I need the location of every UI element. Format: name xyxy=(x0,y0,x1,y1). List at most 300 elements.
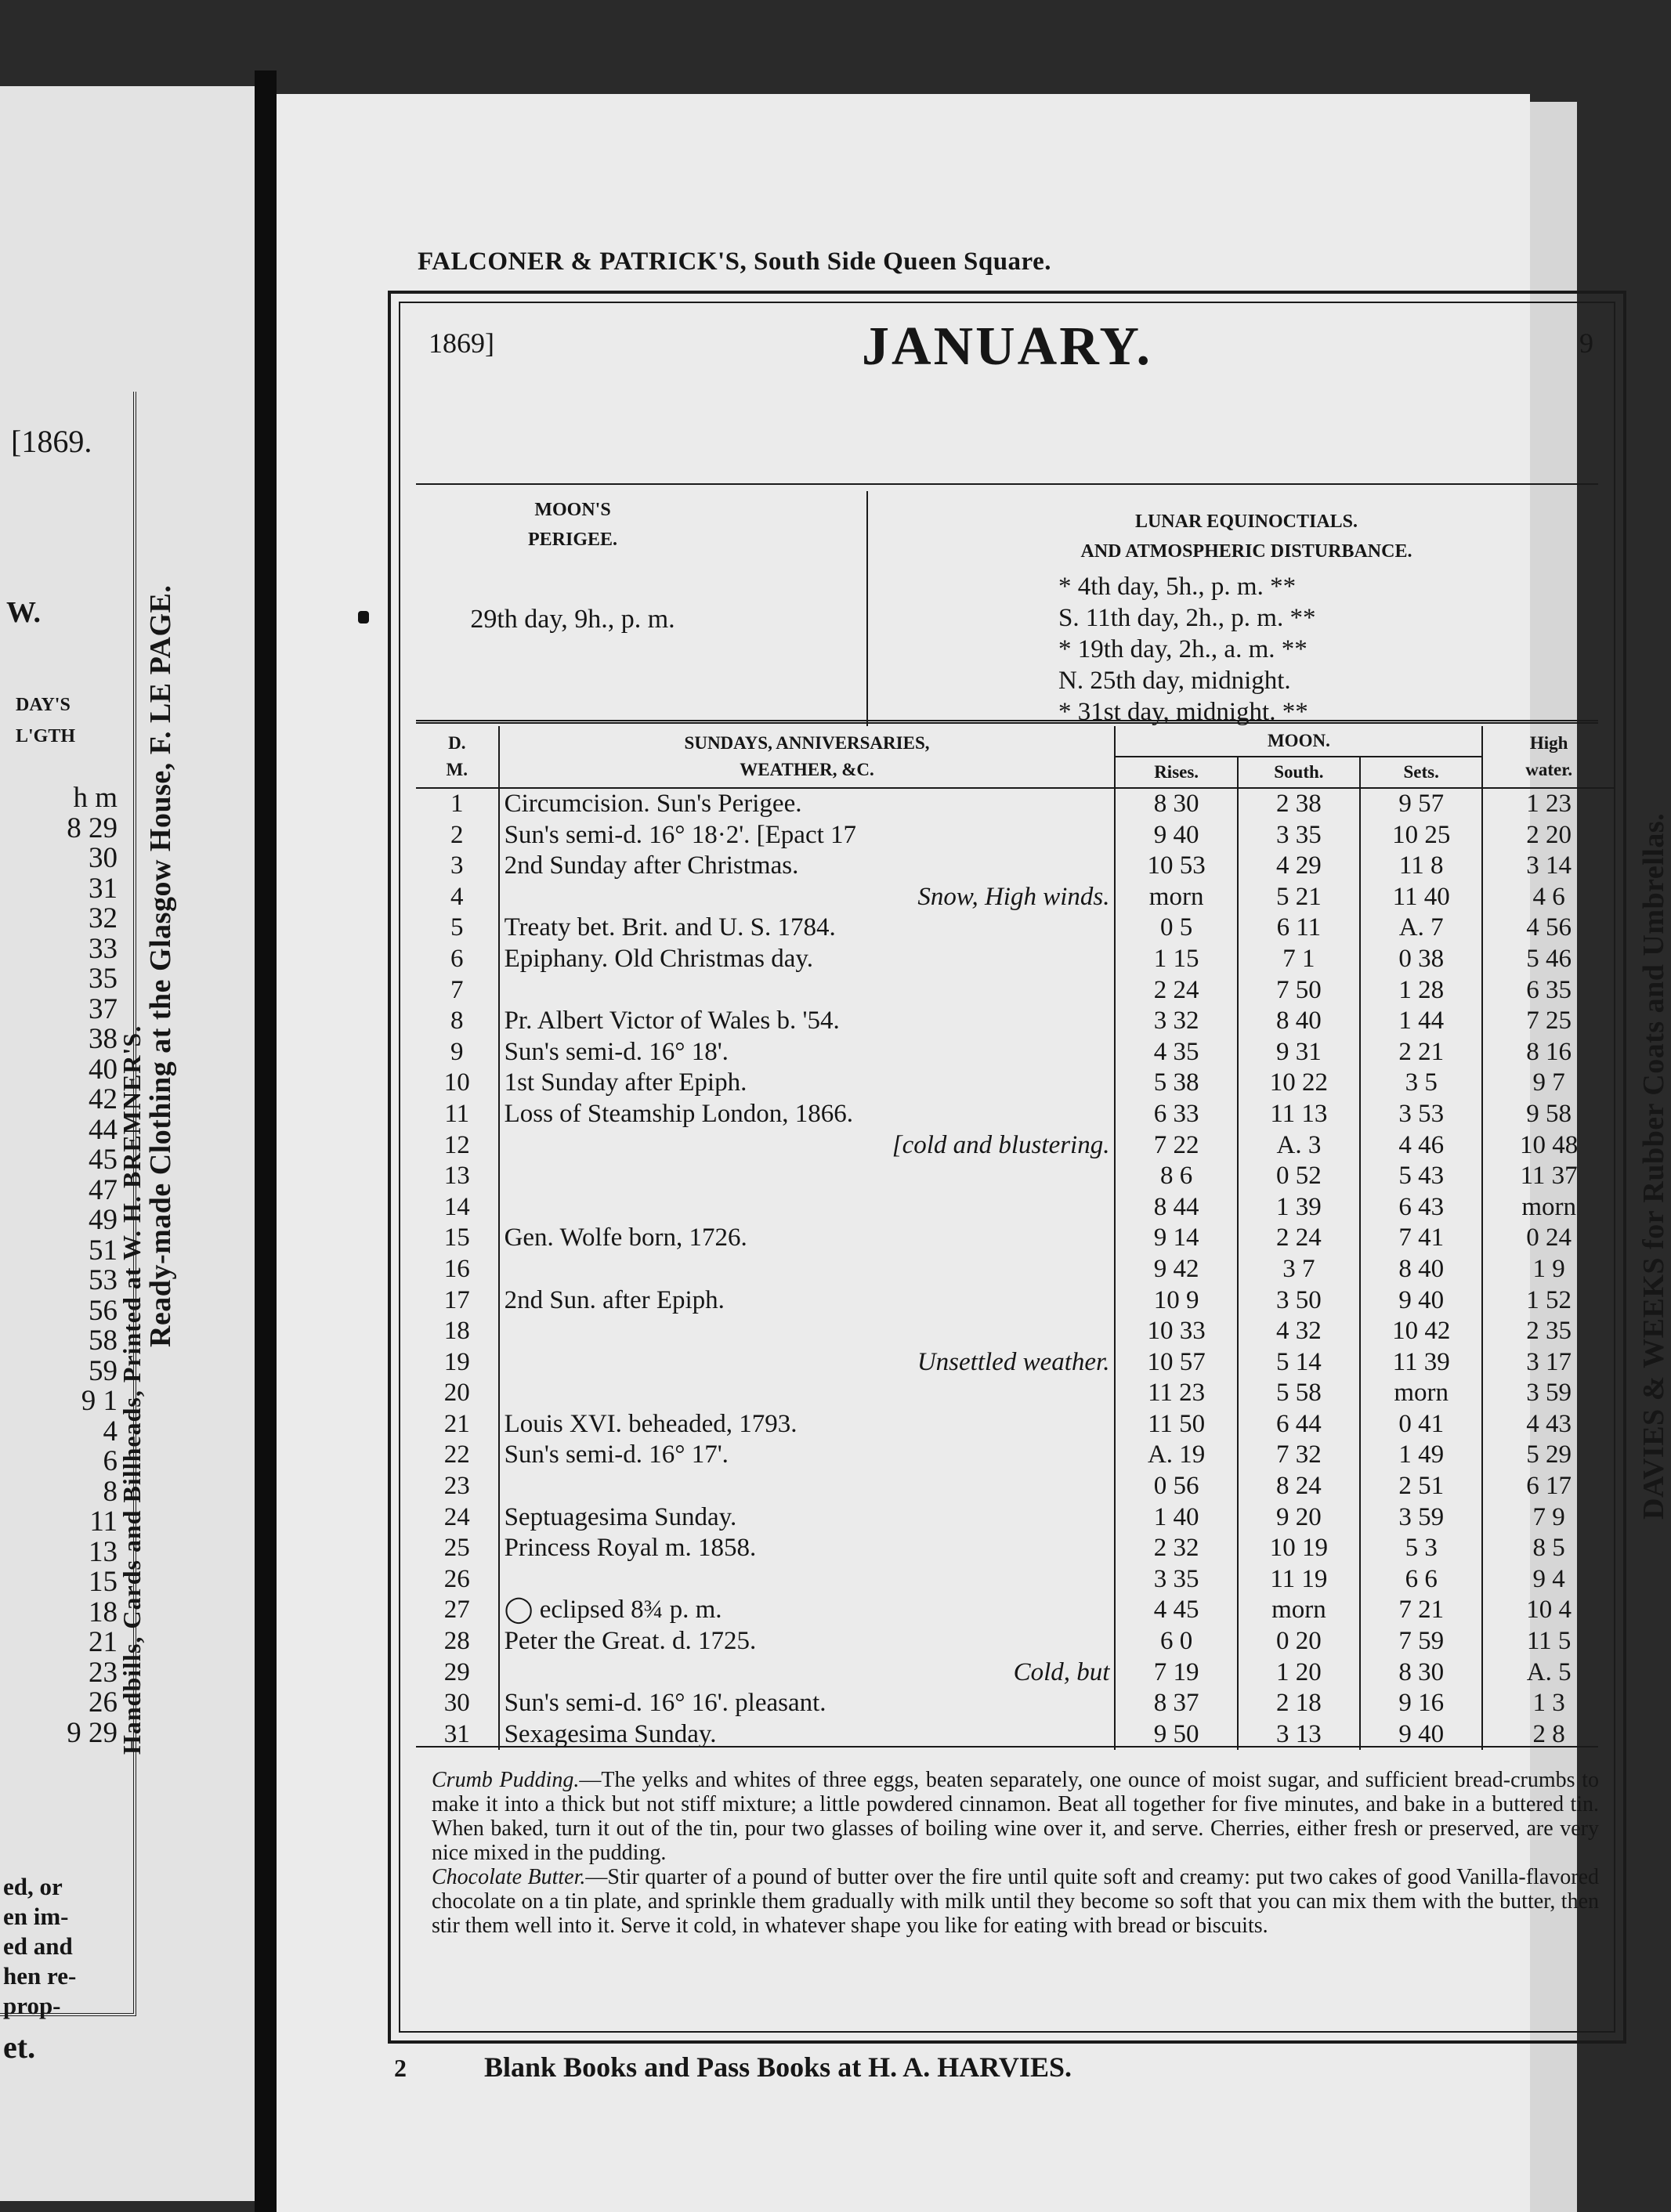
moon-sets-cell: morn xyxy=(1360,1378,1482,1409)
event-cell: Loss of Steamship London, 1866. xyxy=(504,1099,854,1128)
moon-sets-cell: 10 25 xyxy=(1360,820,1482,851)
high-water-cell: 2 20 xyxy=(1482,820,1615,851)
perigee-heading-1: MOON'S xyxy=(534,500,611,520)
calendar-body xyxy=(416,788,1615,1750)
high-water-cell: 10 4 xyxy=(1482,1595,1615,1626)
left-foot-line: en im- xyxy=(3,1903,69,1930)
event-cell xyxy=(499,975,1116,1007)
day-length-value: 33 xyxy=(89,932,118,965)
day-length-value: 35 xyxy=(89,963,118,995)
day-cell: 22 xyxy=(416,1440,499,1471)
day-cell: 4 xyxy=(416,882,499,913)
recipe-text: —Stir quarter of a pound of butter over the fire until quite soft and creamy: put two cakes of good Vanilla-flavored chocolate on a tin plate, and sprinkle them gradually with milk until they become so soft that you can mix them with the butter, then stir them well into it. Serve it cold, in whatever shape you like for eating with bread or biscuits. xyxy=(432,1865,1599,1938)
moon-rises-cell: morn xyxy=(1115,882,1237,913)
moon-south-cell: 3 7 xyxy=(1238,1254,1360,1285)
day-length-value: 23 xyxy=(89,1656,118,1689)
day-cell: 2 xyxy=(416,820,499,851)
moon-rises-cell: 7 22 xyxy=(1115,1130,1237,1162)
moon-south-cell: 0 20 xyxy=(1238,1626,1360,1657)
moon-south-cell: 5 14 xyxy=(1238,1347,1360,1379)
left-page-frame xyxy=(0,392,136,2016)
event-cell: [cold and blustering. xyxy=(892,1130,1110,1159)
moon-sets-cell: 9 40 xyxy=(1360,1719,1482,1751)
event-cell: Peter the Great. d. 1725. xyxy=(504,1627,757,1656)
days-length-column xyxy=(0,783,118,1748)
table-header-row xyxy=(416,726,1615,757)
high-water-cell: 4 43 xyxy=(1482,1409,1615,1440)
bullet-mark xyxy=(358,611,369,623)
moon-south-cell: 9 20 xyxy=(1238,1502,1360,1534)
day-cell: 20 xyxy=(416,1378,499,1409)
high-water-cell: 2 35 xyxy=(1482,1316,1615,1347)
high-water-cell: 1 52 xyxy=(1482,1285,1615,1317)
moon-south-cell: 6 44 xyxy=(1238,1409,1360,1440)
day-cell: 3 xyxy=(416,851,499,882)
month-title: JANUARY. xyxy=(862,316,1152,377)
moon-sets-cell: 3 53 xyxy=(1360,1099,1482,1130)
day-length-value: 45 xyxy=(89,1144,118,1176)
event-cell: Princess Royal m. 1858. xyxy=(504,1534,757,1563)
moon-rises-cell: 8 37 xyxy=(1115,1688,1237,1719)
day-cell: 28 xyxy=(416,1626,499,1657)
moon-rises-cell: 0 56 xyxy=(1115,1471,1237,1502)
year-label: 1869] xyxy=(429,327,494,359)
high-water-cell: 3 14 xyxy=(1482,851,1615,882)
left-page-year: [1869. xyxy=(11,424,92,459)
right-margin-advert: DAVIES & WEEKS for Rubber Coats and Umbrellas. xyxy=(1637,812,1670,1520)
moon-south-cell: 3 50 xyxy=(1238,1285,1360,1317)
moon-rises-cell: 9 50 xyxy=(1115,1719,1237,1751)
moon-sets-cell: 10 42 xyxy=(1360,1316,1482,1347)
day-cell: 12 xyxy=(416,1130,499,1162)
high-water-cell: 1 3 xyxy=(1482,1688,1615,1719)
table-row xyxy=(416,1595,1615,1626)
moon-sets-cell: 8 30 xyxy=(1360,1657,1482,1689)
moon-rises-cell: 0 5 xyxy=(1115,913,1237,944)
moon-sets-cell: 7 21 xyxy=(1360,1595,1482,1626)
moon-rises-cell: 9 14 xyxy=(1115,1223,1237,1254)
moon-south-cell: 4 32 xyxy=(1238,1316,1360,1347)
moon-south-cell: 4 29 xyxy=(1238,851,1360,882)
high-water-cell: 8 16 xyxy=(1482,1037,1615,1068)
table-row xyxy=(416,1254,1615,1285)
high-water-cell: 11 5 xyxy=(1482,1626,1615,1657)
moon-south-cell: 7 50 xyxy=(1238,975,1360,1007)
moon-south-cell: 3 35 xyxy=(1238,820,1360,851)
moon-sets-cell: 0 38 xyxy=(1360,944,1482,975)
event-cell: Treaty bet. Brit. and U. S. 1784. xyxy=(504,913,836,942)
lunar-line: * 4th day, 5h., p. m. ** xyxy=(1058,573,1297,601)
day-length-value: 8 xyxy=(103,1475,118,1508)
moon-rises-cell: 1 40 xyxy=(1115,1502,1237,1534)
moon-rises-cell: 10 9 xyxy=(1115,1285,1237,1317)
day-length-value: 30 xyxy=(89,842,118,874)
moon-sets-cell: 8 40 xyxy=(1360,1254,1482,1285)
day-length-value: 38 xyxy=(89,1023,118,1055)
day-cell: 8 xyxy=(416,1006,499,1037)
calendar-table xyxy=(416,726,1615,1750)
day-cell: 29 xyxy=(416,1657,499,1689)
day-cell: 26 xyxy=(416,1564,499,1596)
moon-south-cell: 10 19 xyxy=(1238,1533,1360,1564)
day-length-value: 59 xyxy=(89,1354,118,1387)
section-divider xyxy=(866,491,868,726)
high-water-cell: 4 6 xyxy=(1482,882,1615,913)
day-cell: 23 xyxy=(416,1471,499,1502)
moon-south-cell: 11 19 xyxy=(1238,1564,1360,1596)
day-cell: 21 xyxy=(416,1409,499,1440)
moon-rises-cell: 3 35 xyxy=(1115,1564,1237,1596)
table-row xyxy=(416,1068,1615,1099)
day-length-value: 31 xyxy=(89,872,118,905)
day-length-value: 6 xyxy=(103,1445,118,1477)
dm-header xyxy=(416,726,499,788)
high-water-cell: 6 35 xyxy=(1482,975,1615,1007)
table-row xyxy=(416,1657,1615,1689)
moon-rises-cell: A. 19 xyxy=(1115,1440,1237,1471)
moon-header: MOON. xyxy=(1115,726,1482,757)
event-cell: 1st Sunday after Epiph. xyxy=(504,1068,747,1097)
event-cell: ◯ eclipsed 8¾ p. m. xyxy=(504,1596,722,1625)
left-foot-line: ed and xyxy=(3,1932,73,1960)
table-bottom-rule xyxy=(416,1746,1598,1748)
table-row xyxy=(416,1099,1615,1130)
event-cell: Sun's semi-d. 16° 16'. pleasant. xyxy=(504,1689,826,1718)
high-water-cell: morn xyxy=(1482,1192,1615,1223)
event-cell: Cold, but xyxy=(1013,1657,1110,1686)
moon-south-cell: 10 22 xyxy=(1238,1068,1360,1099)
moon-south-cell: 7 1 xyxy=(1238,944,1360,975)
day-length-value: 21 xyxy=(89,1626,118,1658)
day-length-value: 32 xyxy=(89,902,118,934)
moon-rises-cell: 11 23 xyxy=(1115,1378,1237,1409)
event-cell xyxy=(499,1471,1116,1502)
high-water-cell: A. 5 xyxy=(1482,1657,1615,1689)
moon-sets-cell: 5 43 xyxy=(1360,1161,1482,1192)
moon-sets-cell: 1 44 xyxy=(1360,1006,1482,1037)
day-length-value: 18 xyxy=(89,1596,118,1628)
event-cell: Circumcision. Sun's Perigee. xyxy=(504,790,802,818)
events-header-1: SUNDAYS, ANNIVERSARIES, xyxy=(684,733,930,753)
high-water-cell: 6 17 xyxy=(1482,1471,1615,1502)
day-length-value: 40 xyxy=(89,1053,118,1086)
event-cell: Sun's semi-d. 16° 18·2'. [Epact 17 xyxy=(504,820,857,849)
table-row xyxy=(416,1378,1615,1409)
table-row xyxy=(416,1688,1615,1719)
page-number: 9 xyxy=(1579,327,1593,359)
day-cell: 15 xyxy=(416,1223,499,1254)
high-water-cell: 9 58 xyxy=(1482,1099,1615,1130)
high-water-cell: 2 8 xyxy=(1482,1719,1615,1751)
event-cell: 2nd Sun. after Epiph. xyxy=(504,1285,725,1314)
event-cell: Gen. Wolfe born, 1726. xyxy=(504,1223,747,1252)
moon-rises-cell: 6 33 xyxy=(1115,1099,1237,1130)
day-length-value: 47 xyxy=(89,1173,118,1206)
moon-sets-cell: 11 39 xyxy=(1360,1347,1482,1379)
table-row xyxy=(416,1626,1615,1657)
recipe-label: Crumb Pudding. xyxy=(432,1768,580,1792)
high-water-cell: 1 23 xyxy=(1482,788,1615,820)
day-length-value: 53 xyxy=(89,1264,118,1296)
recipes xyxy=(432,1768,1599,1938)
moon-south-cell: 2 24 xyxy=(1238,1223,1360,1254)
table-row xyxy=(416,1223,1615,1254)
table-row xyxy=(416,1161,1615,1192)
left-foot-line: ed, or xyxy=(3,1873,63,1900)
moon-sets-cell: 5 3 xyxy=(1360,1533,1482,1564)
left-page xyxy=(0,86,255,2201)
day-length-value: 4 xyxy=(103,1415,118,1448)
moon-rises-cell: 10 33 xyxy=(1115,1316,1237,1347)
moon-rises-cell: 8 44 xyxy=(1115,1192,1237,1223)
days-header-line-2: L'GTH xyxy=(16,726,76,746)
day-cell: 19 xyxy=(416,1347,499,1379)
moon-sets-cell: 1 49 xyxy=(1360,1440,1482,1471)
day-cell: 24 xyxy=(416,1502,499,1534)
moon-south-cell: 6 11 xyxy=(1238,913,1360,944)
lunar-heading-1: LUNAR EQUINOCTIALS. xyxy=(1134,511,1358,532)
day-length-value: 9 1 xyxy=(81,1385,118,1417)
day-cell: 14 xyxy=(416,1192,499,1223)
table-row xyxy=(416,944,1615,975)
left-foot-tail: et. xyxy=(3,2029,36,2065)
moon-south-cell: 0 52 xyxy=(1238,1161,1360,1192)
moon-rises-cell: 6 0 xyxy=(1115,1626,1237,1657)
event-cell xyxy=(499,1564,1116,1596)
moon-rises-cell: 7 19 xyxy=(1115,1657,1237,1689)
table-row xyxy=(416,1192,1615,1223)
table-row xyxy=(416,1533,1615,1564)
moon-rises-cell: 10 57 xyxy=(1115,1347,1237,1379)
moon-south-cell: 3 13 xyxy=(1238,1719,1360,1751)
day-cell: 25 xyxy=(416,1533,499,1564)
event-cell: 2nd Sunday after Christmas. xyxy=(504,851,799,880)
high-water-cell: 9 4 xyxy=(1482,1564,1615,1596)
table-row xyxy=(416,1316,1615,1347)
left-foot-line: hen re- xyxy=(3,1962,77,1990)
recipe-chocolate-butter xyxy=(432,1865,1599,1938)
moon-south-cell: 5 58 xyxy=(1238,1378,1360,1409)
day-length-value: 37 xyxy=(89,992,118,1025)
moon-rises-cell: 11 50 xyxy=(1115,1409,1237,1440)
dm-header-2: M. xyxy=(446,760,468,779)
table-row xyxy=(416,1502,1615,1534)
moon-rises-cell: 8 30 xyxy=(1115,788,1237,820)
high-water-cell: 1 9 xyxy=(1482,1254,1615,1285)
day-length-value: 8 29 xyxy=(67,811,118,844)
lunar-lines xyxy=(870,571,1622,728)
day-cell: 13 xyxy=(416,1161,499,1192)
moon-sets-cell: 11 40 xyxy=(1360,882,1482,913)
moon-sets-cell: 2 21 xyxy=(1360,1037,1482,1068)
table-row xyxy=(416,851,1615,882)
moon-sets-cell: 11 8 xyxy=(1360,851,1482,882)
title-row xyxy=(400,303,1614,377)
moon-sets-cell: 4 46 xyxy=(1360,1130,1482,1162)
moon-rises-cell: 4 35 xyxy=(1115,1037,1237,1068)
high-water-cell: 10 48 xyxy=(1482,1130,1615,1162)
day-length-value: 56 xyxy=(89,1294,118,1327)
moon-sets-cell: 3 59 xyxy=(1360,1502,1482,1534)
south-header: South. xyxy=(1238,757,1360,788)
footer-text: Blank Books and Pass Books at H. A. HARVIES. xyxy=(484,2051,1072,2083)
event-cell: Sun's semi-d. 16° 17'. xyxy=(504,1440,729,1469)
event-cell xyxy=(499,1378,1116,1409)
day-cell: 18 xyxy=(416,1316,499,1347)
day-length-value: 51 xyxy=(89,1234,118,1267)
sets-header: Sets. xyxy=(1360,757,1482,788)
moon-south-cell: 2 38 xyxy=(1238,788,1360,820)
day-length-value: 15 xyxy=(89,1566,118,1598)
moon-sets-cell: 7 59 xyxy=(1360,1626,1482,1657)
calendar-frame xyxy=(388,291,1626,2044)
day-cell: 9 xyxy=(416,1037,499,1068)
moon-sets-cell: 0 41 xyxy=(1360,1409,1482,1440)
day-length-value: 44 xyxy=(89,1113,118,1146)
moon-perigee xyxy=(416,495,729,722)
day-cell: 7 xyxy=(416,975,499,1007)
day-cell: 17 xyxy=(416,1285,499,1317)
moon-south-cell: A. 3 xyxy=(1238,1130,1360,1162)
lunar-heading xyxy=(870,507,1622,566)
event-cell: Snow, High winds. xyxy=(917,882,1110,911)
moon-south-cell: 1 39 xyxy=(1238,1192,1360,1223)
moon-rises-cell: 1 15 xyxy=(1115,944,1237,975)
moon-sets-cell: A. 7 xyxy=(1360,913,1482,944)
events-header-2: WEATHER, &C. xyxy=(740,760,874,779)
moon-south-cell: 7 32 xyxy=(1238,1440,1360,1471)
left-page-footnote xyxy=(3,1872,76,2021)
high-water-cell: 5 46 xyxy=(1482,944,1615,975)
perigee-heading xyxy=(416,495,729,555)
left-page-vertical-ad: Handbills, Cards and Billheads, Printed at W. H. BREMNER'S. xyxy=(118,1025,146,1755)
lunar-heading-2: AND ATMOSPHERIC DISTURBANCE. xyxy=(1080,541,1412,562)
moon-sets-cell: 6 6 xyxy=(1360,1564,1482,1596)
table-row xyxy=(416,788,1615,820)
event-cell xyxy=(499,1254,1116,1285)
moon-south-cell: 8 24 xyxy=(1238,1471,1360,1502)
event-cell: Unsettled weather. xyxy=(917,1347,1110,1376)
recipe-crumb-pudding xyxy=(432,1768,1599,1865)
table-row xyxy=(416,1440,1615,1471)
moon-sets-cell: 3 5 xyxy=(1360,1068,1482,1099)
moon-sets-cell: 6 43 xyxy=(1360,1192,1482,1223)
moon-rises-cell: 2 24 xyxy=(1115,975,1237,1007)
event-cell xyxy=(499,1161,1116,1192)
day-cell: 1 xyxy=(416,788,499,820)
almanac-page xyxy=(144,94,1670,2212)
moon-south-cell: morn xyxy=(1238,1595,1360,1626)
footer-advert xyxy=(394,2051,1647,2084)
day-length-value: 9 29 xyxy=(67,1716,118,1749)
event-cell: Louis XVI. beheaded, 1793. xyxy=(504,1409,798,1438)
lunar-line: * 31st day, midnight. ** xyxy=(1058,698,1308,726)
moon-rises-cell: 3 32 xyxy=(1115,1006,1237,1037)
event-cell xyxy=(499,1192,1116,1223)
day-cell: 16 xyxy=(416,1254,499,1285)
table-row xyxy=(416,1347,1615,1379)
event-cell: Sun's semi-d. 16° 18'. xyxy=(504,1037,729,1066)
title-rule xyxy=(416,483,1598,485)
moon-rises-cell: 8 6 xyxy=(1115,1161,1237,1192)
footer-page-number: 2 xyxy=(394,2054,407,2082)
dm-header-1: D. xyxy=(448,733,466,753)
moon-sets-cell: 7 41 xyxy=(1360,1223,1482,1254)
moon-sets-cell: 2 51 xyxy=(1360,1471,1482,1502)
header-advert: FALCONER & PATRICK'S, South Side Queen Square. xyxy=(418,248,1052,276)
high-water-header-2: water. xyxy=(1525,760,1573,779)
left-page-letter: W. xyxy=(6,596,42,629)
moon-south-cell: 1 20 xyxy=(1238,1657,1360,1689)
table-row xyxy=(416,1006,1615,1037)
table-row xyxy=(416,882,1615,913)
table-row xyxy=(416,1471,1615,1502)
high-water-header xyxy=(1482,726,1615,788)
moon-rises-cell: 9 40 xyxy=(1115,820,1237,851)
event-cell: Pr. Albert Victor of Wales b. '54. xyxy=(504,1007,840,1036)
high-water-cell: 3 17 xyxy=(1482,1347,1615,1379)
day-length-value: 26 xyxy=(89,1686,118,1719)
high-water-cell: 8 5 xyxy=(1482,1533,1615,1564)
moon-south-cell: 9 31 xyxy=(1238,1037,1360,1068)
high-water-header-1: High xyxy=(1529,733,1568,753)
left-foot-line: prop- xyxy=(3,1992,61,2019)
perigee-heading-2: PERIGEE. xyxy=(527,530,618,550)
moon-rises-cell: 10 53 xyxy=(1115,851,1237,882)
day-cell: 31 xyxy=(416,1719,499,1751)
recipe-label: Chocolate Butter. xyxy=(432,1865,586,1889)
table-row xyxy=(416,1037,1615,1068)
high-water-cell: 11 37 xyxy=(1482,1161,1615,1192)
day-length-value: 49 xyxy=(89,1204,118,1236)
high-water-cell: 7 25 xyxy=(1482,1006,1615,1037)
day-cell: 10 xyxy=(416,1068,499,1099)
day-length-value: 11 xyxy=(89,1505,118,1538)
perigee-value: 29th day, 9h., p. m. xyxy=(470,605,675,634)
moon-south-cell: 11 13 xyxy=(1238,1099,1360,1130)
moon-south-cell: 5 21 xyxy=(1238,882,1360,913)
lunar-line: S. 11th day, 2h., p. m. ** xyxy=(1058,604,1316,632)
recipe-text: —The yelks and whites of three eggs, beaten separately, one ounce of moist sugar, and sufficient bread-crumbs to make it into a thick but not stiff mixture; a little powdered cinnamon. Beat all together for five minutes, and bake in a buttered tin. When baked, turn it out of the tin, pour two glasses of boiling wine over it, and serve. Cherries, either fresh or preserved, are very nice mixed in the pudding. xyxy=(432,1768,1599,1865)
moon-sets-cell: 9 16 xyxy=(1360,1688,1482,1719)
lunar-line: N. 25th day, midnight. xyxy=(1058,667,1291,695)
moon-rises-cell: 9 42 xyxy=(1115,1254,1237,1285)
day-cell: 5 xyxy=(416,913,499,944)
day-cell: 30 xyxy=(416,1688,499,1719)
event-cell: Sexagesima Sunday. xyxy=(504,1719,717,1748)
left-margin-advert: Ready-made Clothing at the Glasgow House, F. LE PAGE. xyxy=(144,584,177,1347)
moon-sets-cell: 9 57 xyxy=(1360,788,1482,820)
days-header-line-1: DAY'S xyxy=(16,695,71,715)
day-cell: 27 xyxy=(416,1595,499,1626)
moon-rises-cell: 4 45 xyxy=(1115,1595,1237,1626)
table-row xyxy=(416,913,1615,944)
lunar-line: * 19th day, 2h., a. m. ** xyxy=(1058,635,1308,663)
table-row xyxy=(416,1409,1615,1440)
day-length-value: 13 xyxy=(89,1535,118,1568)
rises-header: Rises. xyxy=(1115,757,1237,788)
events-header xyxy=(499,726,1116,788)
event-cell: Epiphany. Old Christmas day. xyxy=(504,944,813,973)
days-length-header xyxy=(16,689,75,752)
high-water-cell: 0 24 xyxy=(1482,1223,1615,1254)
high-water-cell: 5 29 xyxy=(1482,1440,1615,1471)
event-cell: Septuagesima Sunday. xyxy=(504,1502,737,1531)
moon-rises-cell: 2 32 xyxy=(1115,1533,1237,1564)
moon-south-cell: 8 40 xyxy=(1238,1006,1360,1037)
high-water-cell: 3 59 xyxy=(1482,1378,1615,1409)
table-row xyxy=(416,1130,1615,1162)
